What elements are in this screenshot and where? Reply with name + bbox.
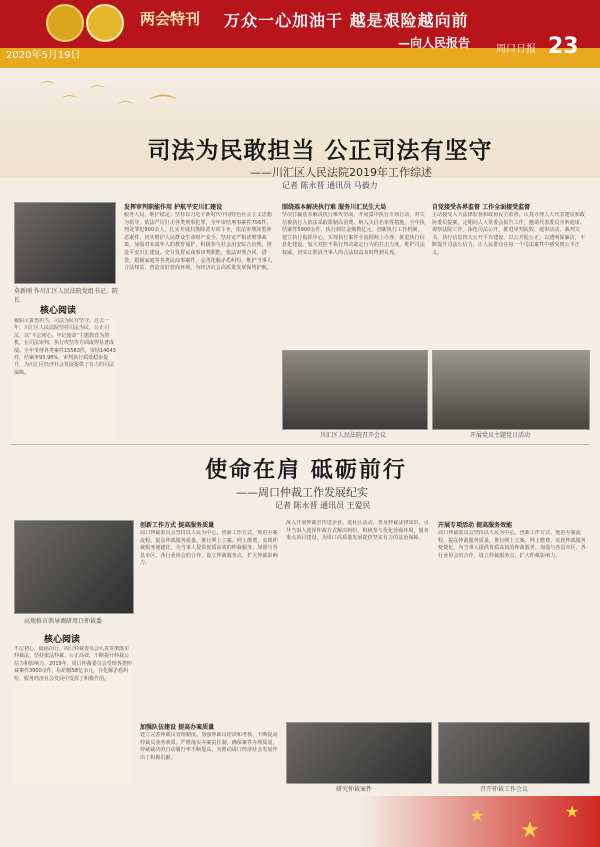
article2-col3-heading: 开展专项活动 提高服务效能 (438, 522, 513, 529)
article1-col1-heading: 发挥审判职能作用 护航平安川汇建设 (124, 204, 223, 211)
article1-title: 司法为民敢担当 公正司法有坚守 (147, 138, 493, 164)
header-slogan: 万众一心加油干 越是艰险越向前 (224, 11, 469, 30)
article1-activity-photo (432, 350, 590, 430)
article2-title: 使命在肩 砥砺前行 (205, 458, 407, 483)
national-emblem-icon (46, 4, 84, 42)
article1-key-reading-heading: 核心阅读 (40, 306, 77, 316)
article1-col3-heading: 自觉接受各界监督 工作全面接受监督 (432, 204, 531, 211)
article2-col1-heading: 创新工作方式 提高服务质量 (140, 522, 215, 529)
dove-icon: ⌒ (118, 100, 134, 118)
article1-group-photo-caption: 川汇区人民法院召开会议 (320, 432, 387, 439)
article2-col2-heading: 加强队伍建设 提高办案质量 (140, 724, 215, 731)
article2-photo-caption: 高规格市领导调研周口仲裁委 (24, 618, 103, 625)
article1-byline: 记者 陈永晋 通讯员 马毅力 (282, 181, 378, 190)
party-emblem-icon (86, 4, 124, 42)
article1-col2-heading: 围绕基本解决执行难 服务川汇民生大局 (282, 204, 387, 211)
page-number: 23 (548, 34, 579, 59)
article1-col1-text: 服务大局，维护稳定。坚持以习近平新时代中国特色社会主义思想为指导，依法严厉打击各类刑事犯罪，全年审结刑事案件756件，判处罪犯900余人，扎实开展扫黑除恶专项斗争，依法审理涉黑涉恶案件，切实维护人民群众生命财产安全。坚持宽严相济刑事政策，加强对未成年人的教育保护，积极参与社会治安综合治理，推进平安川汇建设。充分发挥民商事审判职能，依法审理合同、借贷、婚姻家庭等各类民商事案件，妥善化解矛盾纠纷，维护当事人合法权益，营造良好营商环境，为经济社会高质量发展保驾护航。 (124, 212, 272, 272)
article1-subtitle: ——川汇区人民法院2019年工作综述 (250, 166, 432, 179)
article2-conference-photo (438, 722, 590, 784)
dove-icon: ⌒ (40, 80, 56, 98)
page-header (0, 0, 600, 68)
star-icon: ★ (520, 818, 540, 843)
article1-activity-photo-caption: 开展党员主题党日活动 (470, 432, 531, 439)
article2-col2-text: 建立完善仲裁员管理制度，加强仲裁员培训和考核，不断提高仲裁员业务素质。严格落实办案责任制，确保案件办理质量，仲裁裁决的自动履行率不断提高，为推动周口经济社会发展作出了积极贡献。 (140, 732, 278, 761)
article1-portrait-photo (14, 202, 116, 284)
article1-key-reading-text: 履职尽责勇担当，司法为民有坚守。过去一年，川汇区人民法院坚持司法为民、公正司法，以“不忘初心、牢记使命”主题教育为契机，在司法审判、执行攻坚等方面取得显著成绩。全年受理各类案件15583件，审结14643件，结案率93.98%，审判执行质效稳步提升，为川汇区经济社会发展提供了有力的司法保障。 (14, 318, 118, 440)
special-edition-title: 两会特刊 (140, 10, 201, 28)
article2-col3-text: 周口仲裁委员会坚持以人民为中心，创新工作方式，规范办案流程，提高仲裁服务质量。推行网上立案、网上缴费，实现仲裁服务便捷化，为当事人提供优质高效的仲裁服务。加强与各县市区、各行业协会的合作，设立仲裁服务点，扩大仲裁影响力。 (438, 530, 586, 559)
article2-byline: 记者 陈永晋 通讯员 王爱民 (275, 501, 371, 510)
article1-col3-text: 主动接受人大法律监督和政协民主监督，认真办理人大代表建议和政协委员提案，定期向人大常委会报告工作，邀请代表委员旁听庭审、视察法院工作。深化司法公开，推进审判流程、庭审活动、裁判文书、执行信息四大公开平台建设，以公开促公正，以透明保廉洁，不断提升司法公信力，让人民群众在每一个司法案件中感受到公平正义。 (432, 212, 586, 256)
article2-conference-photo-caption: 召开仲裁工作会议 (480, 786, 529, 793)
section-divider (10, 444, 590, 445)
star-icon: ★ (470, 806, 485, 825)
dove-icon: ⌒ (62, 94, 78, 112)
article2-key-reading-heading: 核心阅读 (44, 635, 81, 645)
newspaper-name: 周口日报 (496, 44, 536, 55)
article2-meeting-photo-caption: 研究仲裁案件 (336, 786, 373, 793)
article2-col1-text: 周口仲裁委员会坚持以人民为中心，创新工作方式，规范办案流程，提高仲裁服务质量。推行网上立案、网上缴费，实现仲裁服务便捷化，为当事人提供优质高效的仲裁服务。加强与各县市区、各行业协会的合作，设立仲裁服务点，扩大仲裁影响力。 (140, 530, 278, 567)
article2-key-reading-text: 不忘初心，砥砺前行。周口仲裁委员会认真贯彻落实仲裁法，坚持依法仲裁、公正高效，不断提升仲裁公信力和影响力。2019年，周口仲裁委员会受理各类仲裁案件3900余件，标的额58亿余元，在化解矛盾纠纷、服务经济社会发展中发挥了积极作用。 (14, 646, 132, 786)
header-subtitle: —向人民报告 (398, 36, 471, 50)
star-icon: ★ (565, 802, 580, 821)
issue-date: 2020年5月19日 (6, 50, 81, 61)
article1-photo-caption: 莫新刚 作川汇区人民法院党组书记、院长 (14, 288, 118, 304)
article2-middle-text: 深入开展仲裁宣传进企业、进社区活动，普及仲裁法律知识，引导当事人选择仲裁方式解决纠纷。积极参与优化营商环境，服务重点项目建设，为周口高质量发展提供坚实有力的法治保障。 (286, 520, 429, 542)
dove-icon: ⌒ (150, 94, 177, 124)
article2-leaders-photo (14, 520, 134, 614)
decorative-footer (0, 796, 600, 847)
article2-meeting-photo (286, 722, 432, 784)
dove-icon: ⌒ (90, 84, 106, 102)
article1-group-photo (282, 350, 428, 430)
article1-col2-text: 坚决打赢基本解决执行难攻坚战，开展集中执行专项行动，对失信被执行人依法采取限制高消费、纳入失信名单等措施，全年执结案件5900余件，执行到位金额数亿元。创新执行工作机制，建立执行指挥中心，实现执行案件全流程网上办理，推进执行信息化建设。加大对拒不执行判决裁定行为的打击力度，维护司法权威，切实让胜诉当事人的合法权益及时得到兑现。 (282, 212, 425, 256)
article2-subtitle: ——周口仲裁工作发展纪实 (236, 486, 368, 499)
